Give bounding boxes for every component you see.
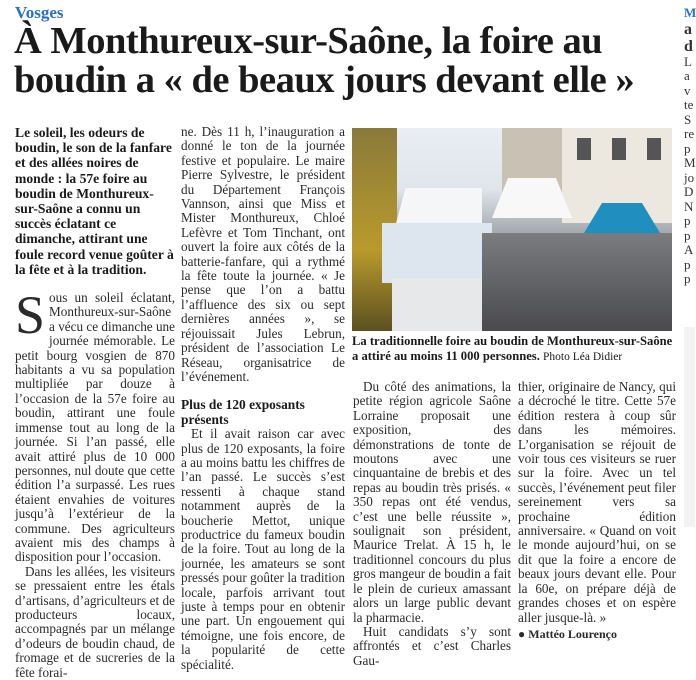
paragraph — [15, 285, 175, 565]
fragment-line: A — [684, 242, 694, 257]
paragraph: Dans les allées, les visiteurs se pressaient entre les étals d’artisans, d’agriculteurs et de producteurs locaux, accompagnés par un mélange d’odeurs de boudin chaud, de fromage et de sucreries de la fête forai- — [15, 563, 175, 680]
photo-caption — [352, 334, 678, 365]
fragment-line: p — [684, 213, 691, 228]
paragraph-text: ous un soleil éclatant, Monthureux-sur-Saône a vécu ce dimanche une journée mémorable. Le petit bourg vosgien de 870 habitants a vu sa population multipliée par douze à l’occasion de la 57e foire au boudin, attirant une foule immense tout au long de la journée. Si l’an passé, elle avait attiré plus de 10 000 personnes, nul doute que cette édition l’a surpassé. Les rues étaient envahies de voitures jusqu’à l’extérieur de la commune. Des agriculteurs avaient mis des champs à disposition pour l’occasion. — [15, 290, 175, 565]
window — [612, 138, 626, 160]
fragment-line: a — [684, 20, 692, 38]
paragraph: Huit candidats s’y sont affrontés et c’est Charles Gau- — [353, 623, 511, 668]
section-rubric: Vosges — [15, 3, 64, 22]
fragment-line: jo — [684, 169, 695, 185]
article-lead: Le soleil, les odeurs de boudin, le son de la fanfare et des allées noires de monde : la 57e foire au boudin de Monthureux-sur-Saône a connu un succès éclatant ce dimanche, attirant une foule record venue goûter à la fête et à la tradition. — [15, 125, 174, 277]
fragment-line: p — [684, 227, 691, 243]
fragment-line: M — [684, 155, 696, 170]
subheading: Plus de 120 exposants présents — [181, 397, 305, 427]
fragment-line: N — [684, 198, 694, 214]
fragment-line: re — [684, 126, 695, 141]
byline: ● Mattéo Lourenço — [518, 626, 618, 641]
fragment-line: p — [684, 271, 691, 286]
fragment-line: te — [684, 97, 694, 112]
paragraph: ne. Dès 11 h, l’inauguration a donné le ton de la journée festive et populaire. Le maire Pierre Sylvestre, le président du Département François Vannson, ainsi que Miss et Mister Monthureux, Chloé Lefèvre et Tom Tinchant, ont ouvert la foire aux côtés de la batterie-fanfare, qui a rythmé la fête toute la journée. « Je pense que l’on a battu l’affluence des six ou sept dernières années », se réjouissait Jules Lebrun, président de l’association Le Réseau, organisatrice de l’événement. — [181, 124, 345, 384]
fragment-line: L — [684, 53, 692, 69]
crowd — [482, 233, 672, 331]
article-photo[interactable] — [352, 128, 672, 331]
paragraph: Du côté des animations, la petite région agricole Saône Lorraine proposait une exposition, des démonstrations de tonte de moutons avec une cinquantaine de brebis et des repas au boudin très prisés. « 350 repas ont été vendus, c’est une belle réussite », soulignait son président, Maurice Trelat. À 15 h, le traditionnel concours du plus gros mangeur de boudin a fait le plein de curieux amassant alors un large public devant la pharmacie. — [353, 379, 511, 625]
tent — [382, 223, 492, 283]
fragment-line: v — [684, 82, 691, 98]
window — [647, 138, 661, 160]
van — [392, 278, 482, 331]
fragment-line: d — [684, 37, 693, 55]
window — [577, 138, 591, 160]
fragment-line: D — [684, 184, 694, 199]
article-column-4 — [518, 380, 676, 641]
article-column-3 — [353, 380, 511, 668]
caption-text: La traditionnelle foire au boudin de Monthureux-sur-Saône a attiré au moins 11 000 personnes. — [352, 334, 673, 363]
fragment-line: M — [684, 5, 696, 20]
author-name: Mattéo Lourenço — [528, 626, 618, 641]
fragment-line: p — [684, 256, 691, 272]
article-column-2 — [181, 125, 345, 672]
paragraph: Et il avait raison car avec plus de 120 exposants, la foire a au moins battu les chiffres de l’an passé. Le succès s’est ressenti à chaque stand notamment auprès de la boucherie Mettot, unique productrice du fameux boudin de la foire. Tout au long de la journée, les amateurs se sont pressés pour goûter la tradition locale, parfois arrivant tout juste à temps pour en obtenir une part. Un engouement qui témoigne, une fois encore, de la popularité de cette spécialité. — [181, 426, 345, 672]
fragment-line: p — [684, 140, 691, 156]
headline: À Monthureux-sur-Saône, la foire au boudin a « de beaux jours devant elle » — [14, 20, 635, 101]
sidebar-box-fragment — [684, 327, 695, 527]
drop-cap: S — [15, 285, 46, 346]
fragment-line: S — [684, 111, 692, 127]
article-column-1 — [15, 125, 175, 680]
photo-credit: Photo Léa Didier — [543, 351, 623, 363]
paragraph: thier, originaire de Nancy, qui a décroché le titre. Cette 57e édition restera à coup sûr dans les mémoires. L’organisation se réjouit de voir tous ces visiteurs se ruer sur la foire. Avec un tel succès, l’événement peut filer sereinement vers sa prochaine édition anniversaire. « Quand on voit le monde aujourd’hui, on se dit que la foire a encore de beaux jours devant elle. Pour la 60e, on prépare déjà de grandes choses et on espère aller jusque-là. » — [518, 379, 676, 625]
fragment-line: a — [684, 68, 690, 83]
adjacent-article-fragment — [684, 0, 695, 622]
